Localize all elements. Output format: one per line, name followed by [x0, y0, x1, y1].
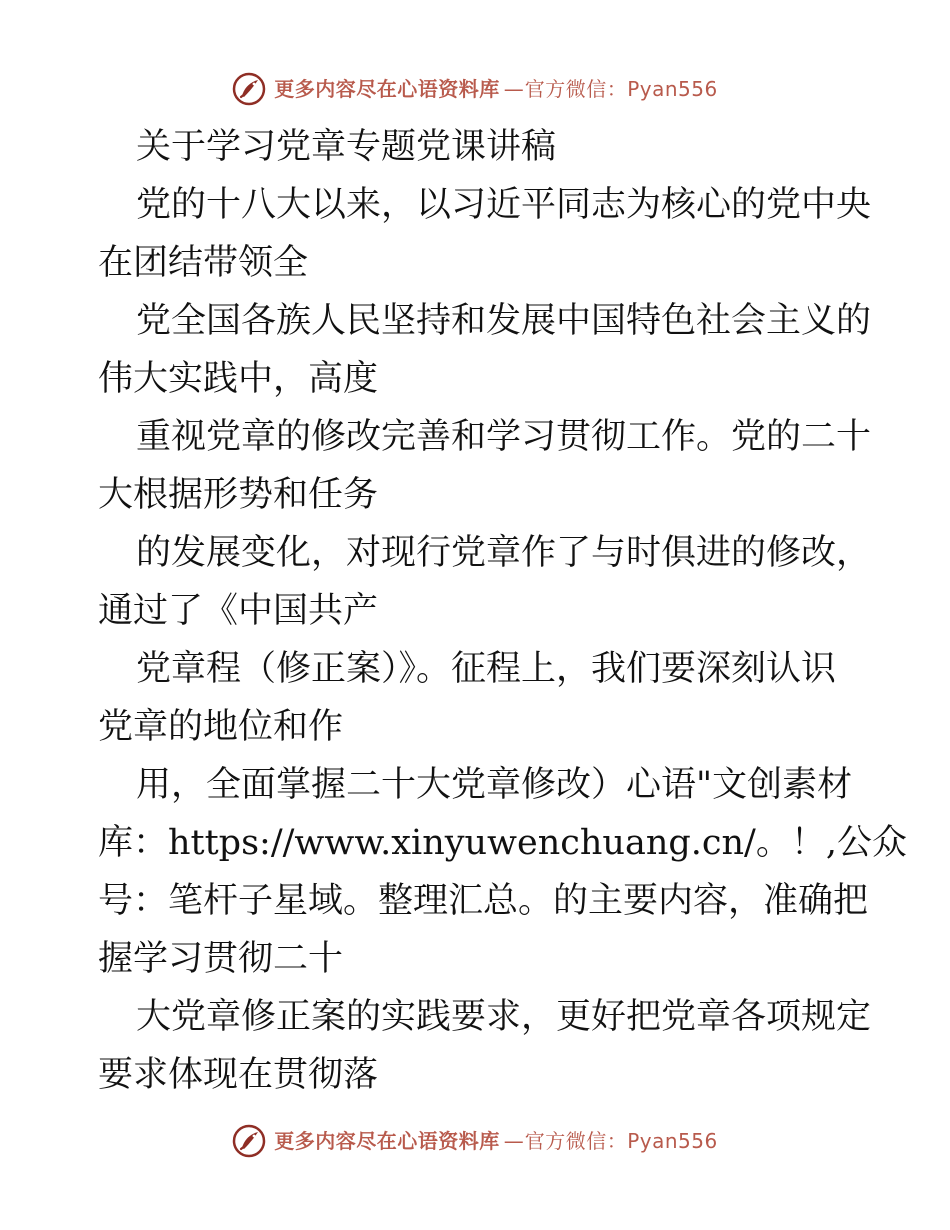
paragraph-line-3: 党全国各族人民坚持和发展中国特色社会主义的: [136, 301, 872, 341]
top-brand-dash: —: [503, 77, 523, 101]
bottom-brand-footer: [0, 1124, 950, 1158]
paragraph-line-16: 要求体现在贯彻落: [98, 1055, 379, 1095]
paragraph-line-12: 库：https://www.xinyuwenchuang.cn/。！,公众: [98, 823, 907, 863]
bottom-brand-contact: 官方微信：Pyan556: [524, 1129, 718, 1153]
top-brand-title: 更多内容尽在心语资料库: [274, 77, 500, 101]
paragraph-line-10: 党章的地位和作: [98, 707, 344, 747]
paragraph-line-4: 伟大实践中，高度: [98, 359, 379, 399]
document-page: [98, 118, 907, 1104]
paragraph-line-7: 的发展变化，对现行党章作了与时俱进的修改，: [136, 533, 872, 573]
paragraph-line-14: 握学习贯彻二十: [98, 939, 344, 979]
document-title: 关于学习党章专题党课讲稿: [136, 127, 557, 167]
top-brand-contact: 官方微信：Pyan556: [524, 77, 718, 101]
top-brand-text-group: [274, 79, 718, 99]
paragraph-line-15: 大党章修正案的实践要求，更好把党章各项规定: [136, 997, 872, 1037]
bottom-brand-title: 更多内容尽在心语资料库: [274, 1129, 500, 1153]
paragraph-line-8: 通过了《中国共产: [98, 591, 379, 631]
bottom-brand-text-group: [274, 1131, 718, 1151]
paragraph-line-11: 用，全面掌握二十大党章修改）心语"文创素材: [136, 765, 853, 805]
paragraph-line-13: 号：笔杆子星域。整理汇总。的主要内容，准确把: [98, 881, 869, 921]
paragraph-line-6: 大根据形势和任务: [98, 475, 379, 515]
pen-logo-icon: [232, 1124, 266, 1158]
paragraph-line-5: 重视党章的修改完善和学习贯彻工作。党的二十: [136, 417, 872, 457]
top-brand-header: [0, 72, 950, 106]
paragraph-line-9: 党章程（修正案）》。征程上，我们要深刻认识: [136, 649, 837, 689]
pen-logo-icon: [232, 72, 266, 106]
paragraph-line-2: 在团结带领全: [98, 243, 309, 283]
paragraph-line-1: 党的十八大以来，以习近平同志为核心的党中央: [136, 185, 872, 225]
bottom-brand-dash: —: [503, 1129, 523, 1153]
